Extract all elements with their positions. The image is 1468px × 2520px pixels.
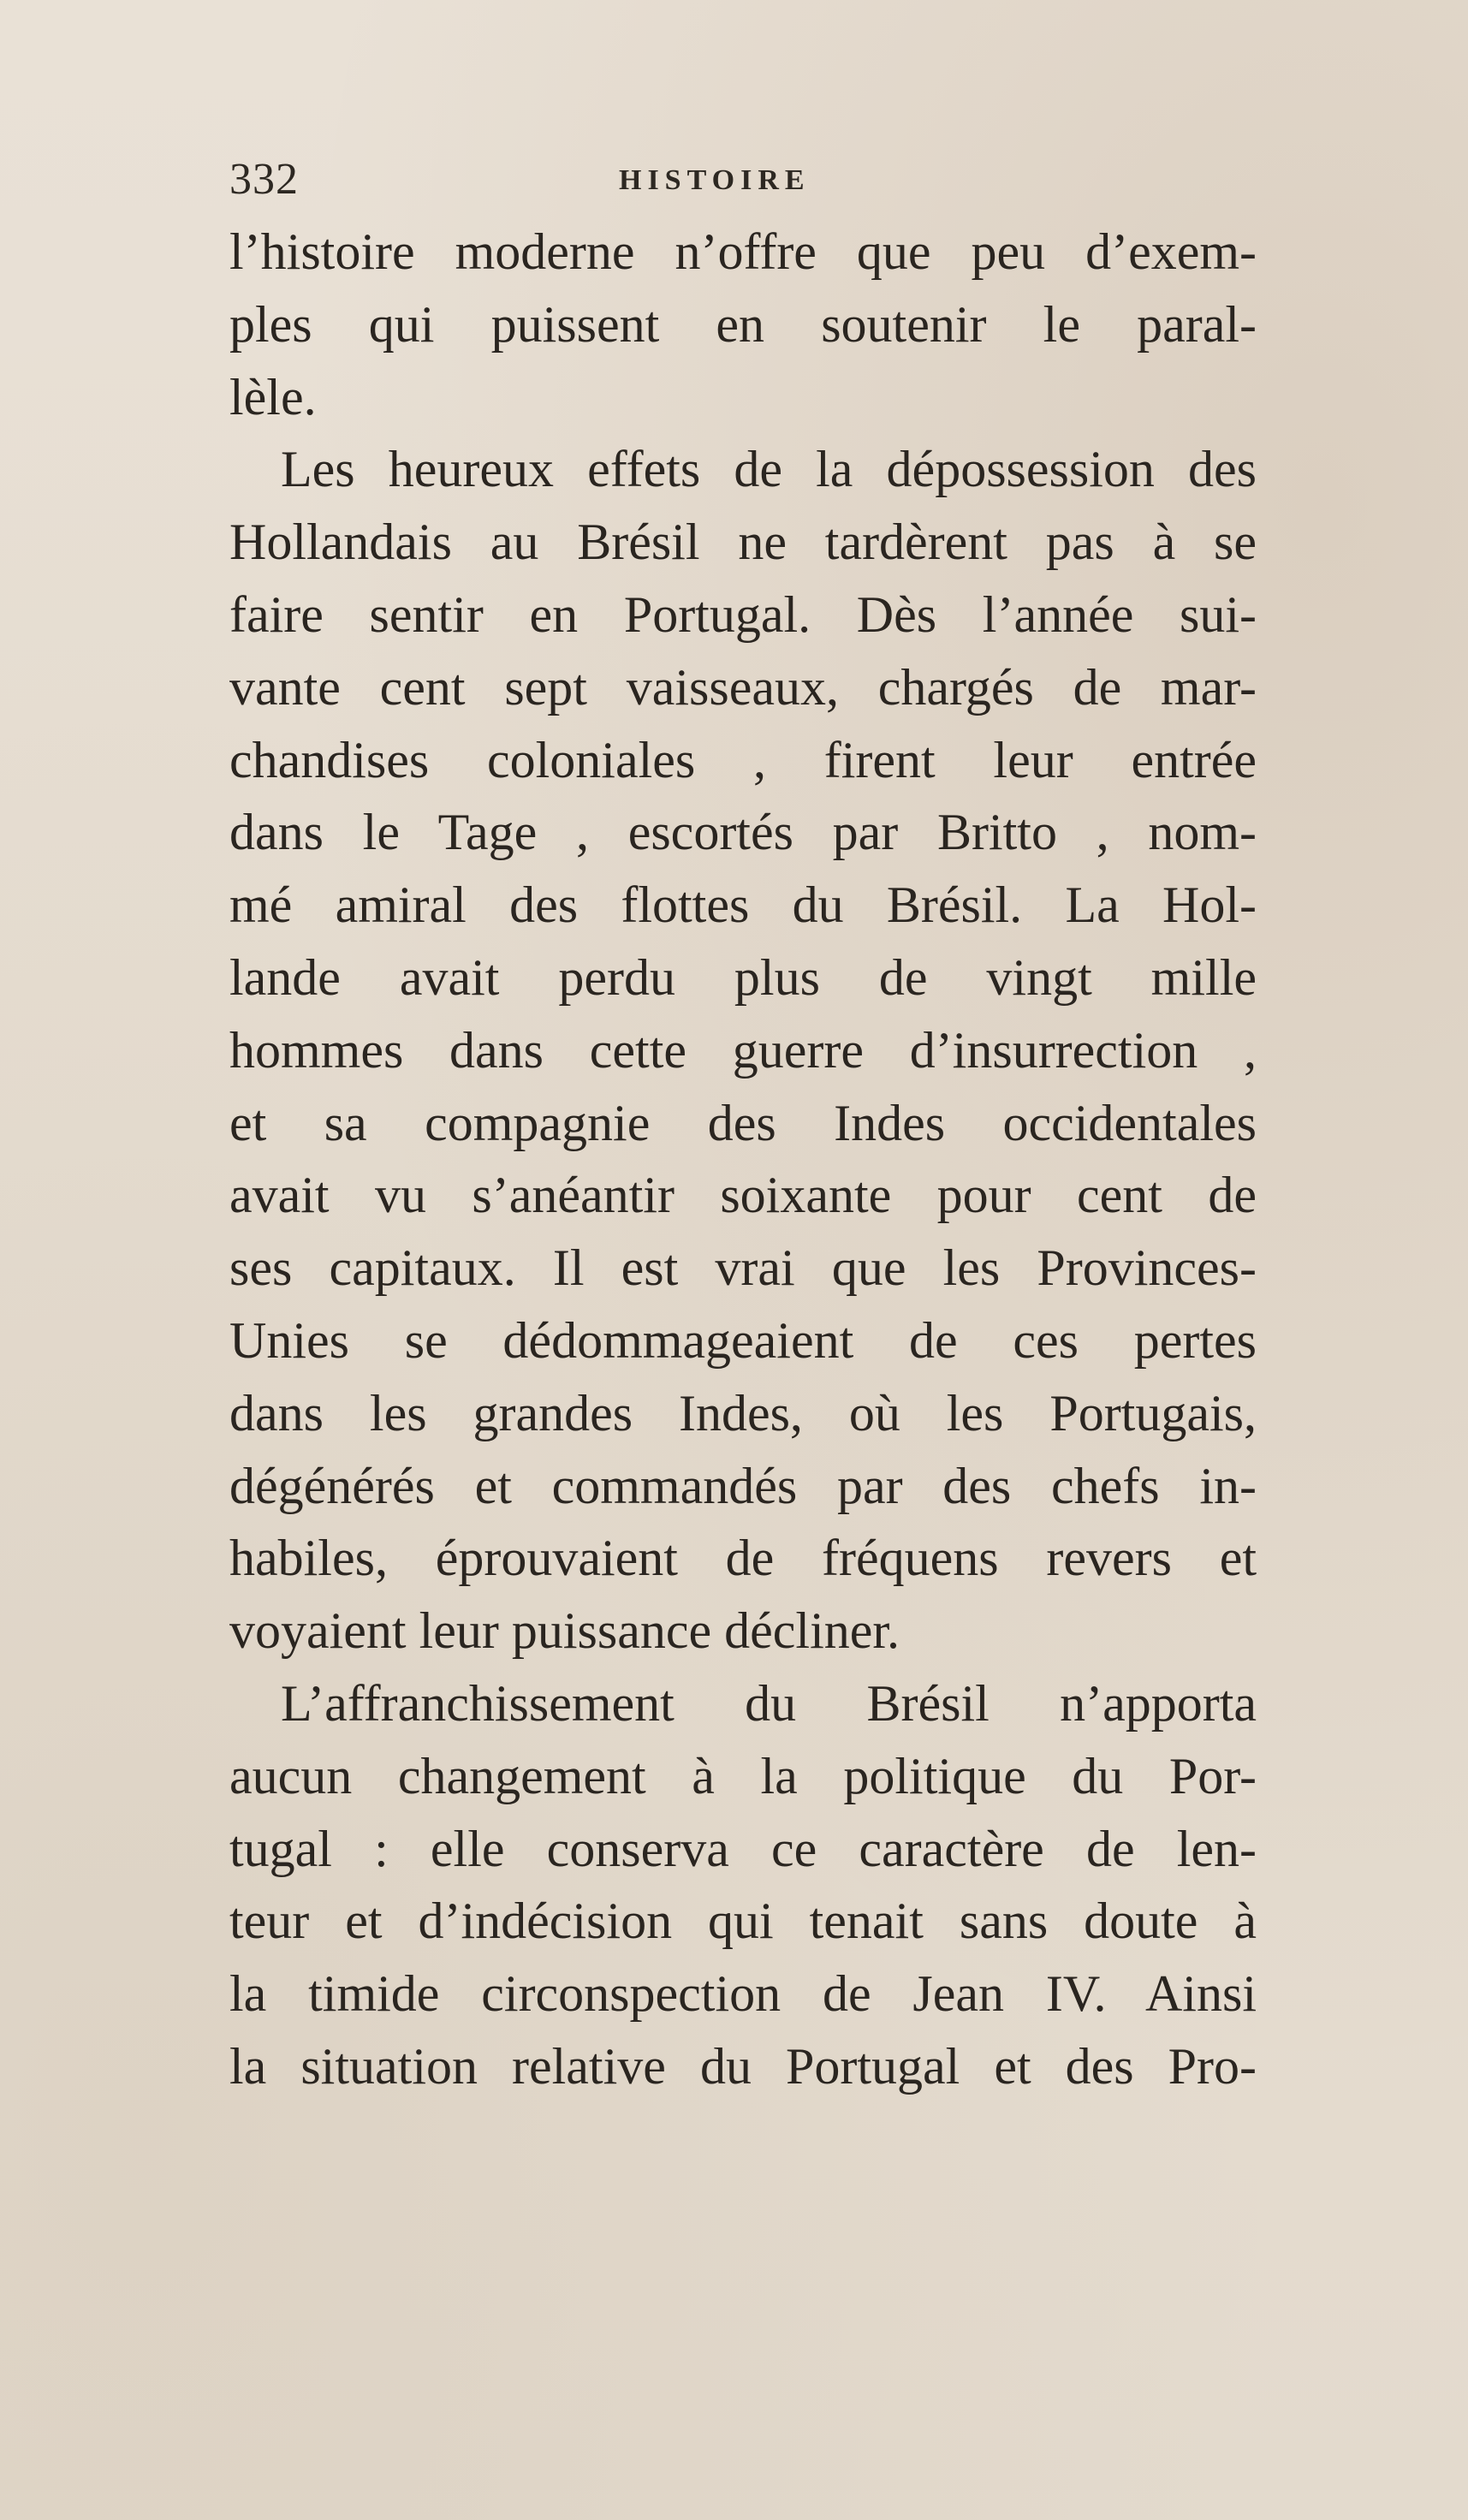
page-number: 332 xyxy=(229,155,299,204)
text-line: faire sentir en Portugal. Dès l’année sui- xyxy=(229,585,1257,643)
text-line: Les heureux effets de la dépossession des xyxy=(281,441,1257,498)
text-line: L’affranchissement du Brésil n’apporta xyxy=(281,1674,1257,1732)
text-line: l’histoire moderne n’offre que peu d’exem- xyxy=(229,223,1257,280)
text-line: chandises coloniales , firent leur entrée xyxy=(229,731,1257,788)
text-line: lande avait perdu plus de vingt mille xyxy=(229,948,1257,1006)
text-line: dans les grandes Indes, où les Portugais, xyxy=(229,1384,1257,1441)
text-line: dans le Tage , escortés par Britto , nom- xyxy=(229,804,1257,861)
running-head: HISTOIRE xyxy=(619,164,811,196)
text-line: tugal : elle conserva ce caractère de len- xyxy=(229,1820,1257,1877)
text-line: lèle. xyxy=(229,368,317,425)
page-header xyxy=(229,154,1257,214)
text-line: vante cent sept vaisseaux, chargés de mar- xyxy=(229,658,1257,716)
text-line: habiles, éprouvaient de fréquens revers et xyxy=(229,1530,1257,1587)
text-line: teur et d’indécision qui tenait sans doute à xyxy=(229,1893,1257,1950)
text-line: dégénérés et commandés par des chefs in- xyxy=(229,1457,1257,1514)
text-line: et sa compagnie des Indes occidentales xyxy=(229,1094,1257,1151)
text-line: mé amiral des flottes du Brésil. La Hol- xyxy=(229,877,1257,934)
body-text xyxy=(229,216,1257,2103)
text-line: aucun changement à la politique du Por- xyxy=(229,1747,1257,1804)
text-line: avait vu s’anéantir soixante pour cent de xyxy=(229,1167,1257,1224)
text-line: Hollandais au Brésil ne tardèrent pas à se xyxy=(229,514,1257,571)
text-line: la situation relative du Portugal et des Pro- xyxy=(229,2037,1257,2095)
text-line: ses capitaux. Il est vrai que les Provinces- xyxy=(229,1239,1257,1297)
text-line: ples qui puissent en soutenir le paral- xyxy=(229,295,1257,353)
text-line: hommes dans cette guerre d’insurrection , xyxy=(229,1021,1257,1079)
text-line: la timide circonspection de Jean IV. Ainsi xyxy=(229,1965,1257,2023)
text-line: voyaient leur puissance décliner. xyxy=(229,1602,900,1660)
text-line: Unies se dédommageaient de ces pertes xyxy=(229,1311,1257,1369)
